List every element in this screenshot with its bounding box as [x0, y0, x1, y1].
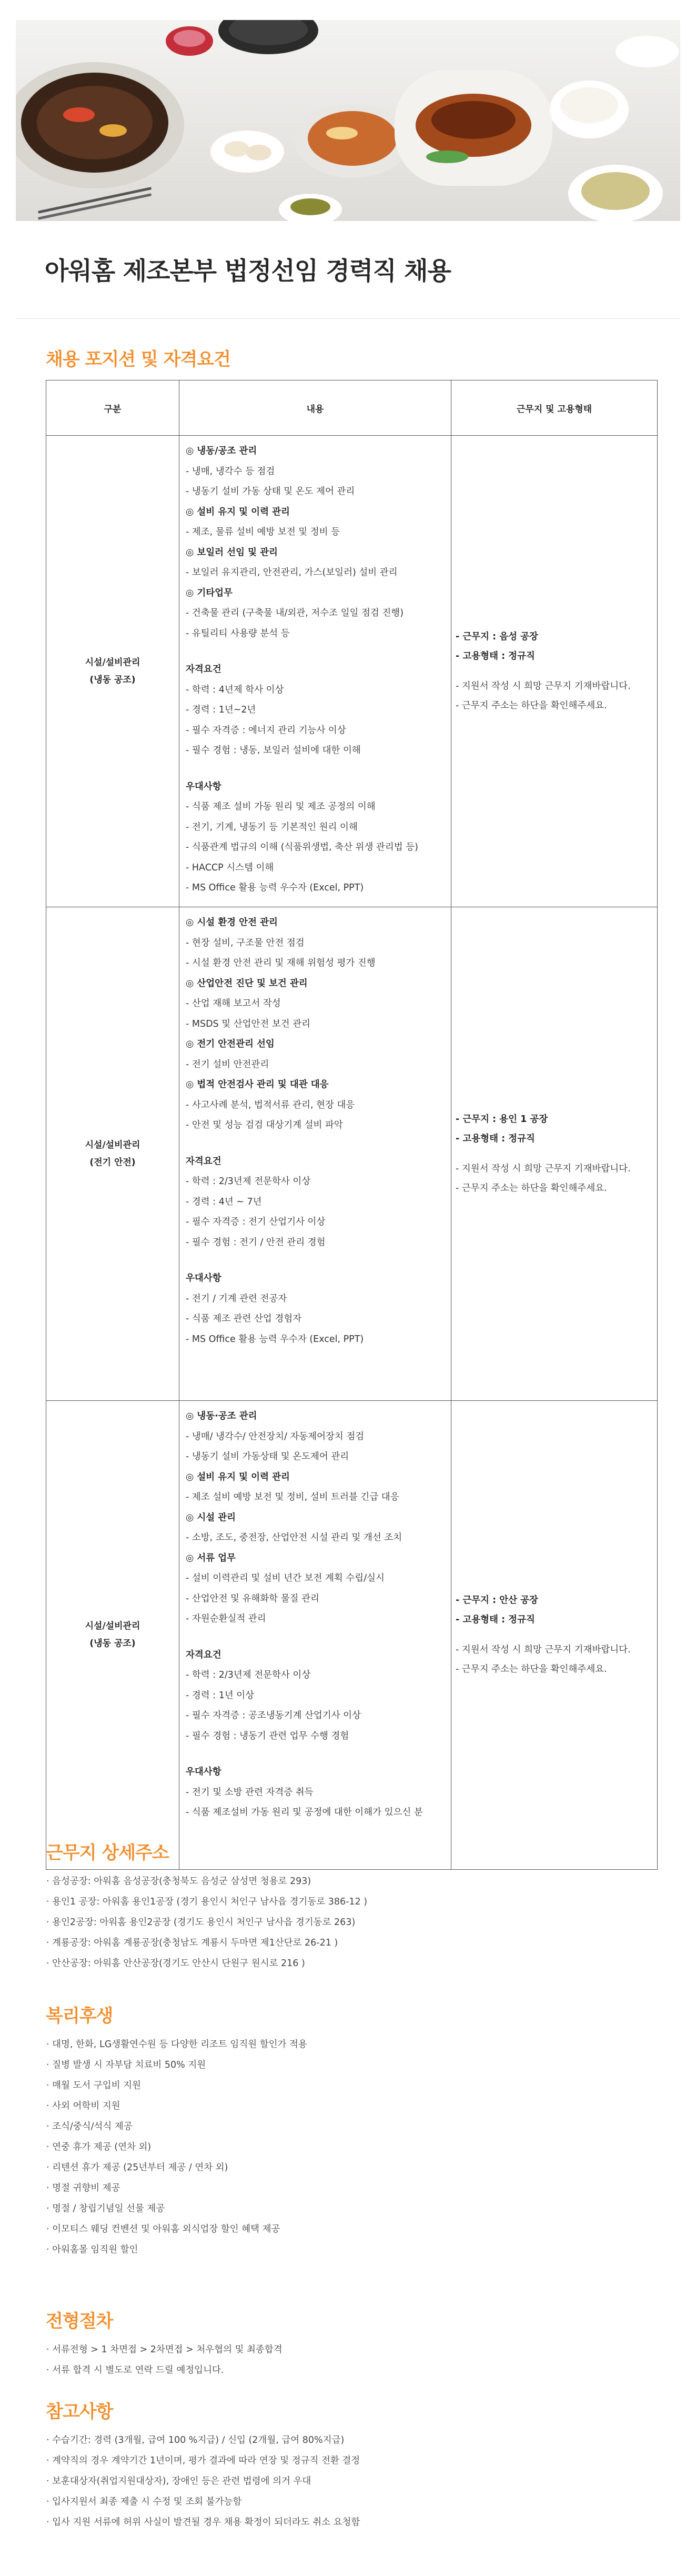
content-subheading: 자격요건: [186, 1649, 221, 1660]
location-note: - 지원서 작성 시 희망 근무지 기재바랍니다.: [456, 1163, 631, 1174]
employment-type-text: - 고용형태 : 정규직: [456, 1615, 535, 1625]
list-item: · 용인2공장: 아워홈 용인2공장 (경기도 용인시 처인구 남사읍 경기동로 263): [46, 1917, 356, 1928]
location-note: - 지원서 작성 시 희망 근무지 기재바랍니다.: [456, 1645, 631, 1655]
content-line: - 학력 : 4년제 학사 이상: [186, 684, 284, 695]
category-cell: [46, 907, 179, 1401]
page-title: 아워홈 제조본부 법정선임 경력직 채용: [45, 257, 451, 286]
address-heading: 근무지 상세주소: [46, 1842, 169, 1863]
list-item: · 서류전형 > 1 차면접 > 2차면접 > 처우협의 및 최종합격: [46, 2344, 283, 2355]
category-line: (냉동 공조): [89, 674, 136, 685]
content-line: - 필수 경험 : 전기 / 안전 관리 경험: [186, 1237, 326, 1248]
content-line: - 보일러 유지관리, 안전관리, 가스(보일러) 설비 관리: [186, 567, 398, 578]
spacer: [186, 1629, 446, 1645]
table-header-row: [46, 380, 658, 436]
list-item: · 연중 휴가 제공 (연차 외): [46, 2142, 152, 2152]
notes-heading: 참고사항: [46, 2401, 113, 2422]
list-item: · 리텐션 휴가 제공 (25년부터 제공 / 연차 외): [46, 2162, 228, 2173]
table-row: [46, 436, 658, 907]
list-item: · 매월 도서 구입비 지원: [46, 2080, 141, 2091]
category-cell: [46, 436, 179, 907]
content-line: - 사고사례 분석, 법적서류 관리, 현장 대응: [186, 1099, 355, 1110]
content-line: - 유틸리티 사용량 분석 등: [186, 628, 290, 639]
location-cell: [451, 1401, 658, 1870]
list-item: · 명절 / 창립기념일 선물 제공: [46, 2203, 165, 2214]
content-line: - 식품 제조 설비 가동 원리 및 제조 공정의 이해: [186, 801, 376, 812]
list-item: · 용인1 공장: 아워홈 용인1공장 (경기 용인시 처인구 남사읍 경기동로 386-12 ): [46, 1897, 368, 1907]
content-subheading: 자격요건: [186, 1156, 221, 1167]
spacer: [186, 1136, 446, 1151]
content-line: - 필수 경험 : 냉동기 관련 업무 수행 경험: [186, 1730, 349, 1741]
content-line: - 식품관계 법규의 이해 (식품위생법, 축산 위생 관리법 등): [186, 842, 418, 853]
content-subheading: ◎ 법적 안전검사 관리 및 대관 대응: [186, 1079, 329, 1090]
category-line: (전기 안전): [89, 1157, 136, 1168]
content-subheading: ◎ 시설 환경 안전 관리: [186, 917, 278, 928]
list-item: · 대명, 한화, LG생활연수원 등 다양한 리조트 임직원 할인가 적용: [46, 2039, 307, 2050]
content-cell: [179, 436, 451, 907]
content-line: - 산업안전 및 유해화학 물질 관리: [186, 1593, 319, 1604]
content-line: - 경력 : 4년 ~ 7년: [186, 1196, 262, 1207]
content-line: - 현장 설비, 구조물 안전 점검: [186, 937, 305, 948]
location-note: - 근무지 주소는 하단을 확인해주세요.: [456, 700, 607, 711]
location-text: - 근무지 : 용인 1 공장: [456, 1114, 548, 1125]
content-subheading: 우대사항: [186, 1767, 221, 1777]
table-row: [46, 907, 658, 1401]
content-subheading: 우대사항: [186, 781, 221, 792]
content-line: - 경력 : 1년 이상: [186, 1690, 255, 1701]
process-list: [46, 2340, 283, 2381]
category-cell: [46, 1401, 179, 1870]
content-line: - 안전 및 성능 검검 대상기계 설비 파악: [186, 1120, 343, 1130]
content-line: - 제조 설비 예방 보전 및 정비, 설비 트러블 긴급 대응: [186, 1492, 399, 1502]
category-line: 시설/설비관리: [85, 657, 140, 668]
content-line: - 냉동기 설비 가동상태 및 온도제어 관리: [186, 1451, 349, 1462]
content-line: - 필수 경험 : 냉동, 보일러 설비에 대한 이해: [186, 745, 361, 756]
content-line: - 소방, 조도, 중전장, 산업안전 시설 관리 및 개선 조치: [186, 1532, 402, 1543]
content-line: - 식품 제조설비 가동 원리 및 공정에 대한 이해가 있으신 분: [186, 1807, 423, 1818]
title-area: [16, 221, 680, 319]
content-subheading: ◎ 냉동/공조 관리: [186, 446, 257, 456]
content-line: - 학력 : 2/3년제 전문학사 이상: [186, 1176, 311, 1187]
spacer: [186, 644, 446, 659]
header-category: 구분: [46, 380, 179, 436]
category-line: 시설/설비관리: [85, 1621, 140, 1631]
content-line: - 산업 재해 보고서 작성: [186, 998, 281, 1009]
content-line: - 식품 제조 관련 산업 경험자: [186, 1314, 302, 1324]
content-line: - 건축물 관리 (구축물 내/외관, 저수조 일일 점검 진행): [186, 608, 404, 618]
content-line: - 설비 이력관리 및 설비 년간 보전 계획 수립/실시: [186, 1573, 385, 1583]
content-line: - 냉동기 설비 가동 상태 및 온도 제어 관리: [186, 486, 355, 497]
header-location-type: 근무지 및 고용형태: [451, 380, 658, 436]
location-text: - 근무지 : 안산 공장: [456, 1595, 538, 1606]
spacer: [186, 761, 446, 777]
welfare-list: [46, 2034, 307, 2260]
content-line: - MSDS 및 산업안전 보건 관리: [186, 1018, 311, 1029]
content-line: - 냉매/ 냉각수/ 안전장치/ 자동제어장치 점검: [186, 1431, 365, 1442]
content-line: - MS Office 활용 능력 우수자 (Excel, PPT): [186, 1334, 364, 1345]
header-content: 내용: [179, 380, 451, 436]
category-line: (냉동 공조): [89, 1638, 136, 1649]
list-item: · 명절 귀향비 제공: [46, 2183, 120, 2193]
content-subheading: ◎ 시설 관리: [186, 1512, 236, 1523]
food-table-illustration: [16, 20, 680, 221]
content-line: - 제조, 물류 설비 예방 보전 및 정비 등: [186, 527, 340, 537]
positions-heading: 채용 포지션 및 자격요건: [46, 349, 230, 370]
content-cell: [179, 907, 451, 1401]
content-line: - 시설 환경 안전 관리 및 재해 위험성 평가 진행: [186, 958, 376, 968]
content-cell: [179, 1401, 451, 1870]
location-cell: [451, 436, 658, 907]
list-item: · 입사 지원 서류에 허위 사실이 발견될 경우 채용 확정이 되더라도 취소 요청함: [46, 2517, 360, 2528]
location-note: - 지원서 작성 시 희망 근무지 기재바랍니다.: [456, 680, 631, 691]
content-line: - 전기, 기계, 냉동기 등 기본적인 원리 이해: [186, 821, 358, 833]
content-line: - MS Office 활용 능력 우수자 (Excel, PPT): [186, 883, 364, 893]
positions-table: [46, 380, 658, 1870]
content-line: - HACCP 시스템 이해: [186, 862, 274, 873]
content-line: - 전기 / 기계 관련 전공자: [186, 1293, 287, 1304]
list-item: · 계룡공장: 아워홈 계룡공장(충청남도 계룡시 두마면 제1산단로 26-21 ): [46, 1938, 338, 1948]
content-subheading: ◎ 기타업무: [186, 587, 233, 598]
content-line: - 경력 : 1년~2년: [186, 705, 256, 715]
list-item: · 수습기간: 경력 (3개월, 급여 100 %지급) / 신입 (2개월, 급여 80%지급): [46, 2435, 345, 2445]
list-item: · 음성공장: 아워홈 음성공장(충청북도 음성군 삼성면 청용로 293): [46, 1876, 311, 1887]
spacer: [186, 1252, 446, 1268]
list-item: · 사외 어학비 지원: [46, 2101, 120, 2111]
address-list: [46, 1871, 367, 1974]
employment-type-text: - 고용형태 : 정규직: [456, 1133, 535, 1144]
list-item: · 안산공장: 아워홈 안산공장(경기도 안산시 단원구 원시로 216 ): [46, 1958, 305, 1969]
list-item: · 이모티스 웨딩 컨벤션 및 아워홈 외식업장 할인 혜택 제공: [46, 2224, 280, 2234]
hero-food-image: [16, 20, 680, 221]
location-note: - 근무지 주소는 하단을 확인해주세요.: [456, 1664, 607, 1675]
notes-list: [46, 2430, 360, 2533]
content-subheading: 자격요건: [186, 664, 221, 675]
content-line: - 냉매, 냉각수 등 점검: [186, 466, 275, 477]
content-subheading: 우대사항: [186, 1273, 221, 1284]
content-subheading: ◎ 설비 유지 및 이력 관리: [186, 506, 290, 517]
category-line: 시설/설비관리: [85, 1139, 140, 1150]
content-line: - 필수 자격증 : 전기 산업기사 이상: [186, 1217, 326, 1227]
list-item: · 서류 합격 시 별도로 연락 드릴 예정입니다.: [46, 2365, 224, 2375]
list-item: · 입사지원서 최종 제출 시 수정 및 조회 불가능함: [46, 2497, 242, 2507]
content-line: - 필수 자격증 : 에너지 관리 기능사 이상: [186, 725, 346, 736]
content-line: - 필수 자격증 : 공조냉동기계 산업기사 이상: [186, 1710, 361, 1721]
list-item: · 질병 발생 시 자부담 치료비 50% 지원: [46, 2060, 206, 2070]
location-text: - 근무지 : 음성 공장: [456, 631, 538, 642]
process-heading: 전형절차: [46, 2311, 113, 2332]
content-subheading: ◎ 서류 업무: [186, 1552, 236, 1563]
content-subheading: ◎ 보일러 선임 및 관리: [186, 547, 278, 558]
content-subheading: ◎ 산업안전 진단 및 보건 관리: [186, 978, 308, 989]
location-note: - 근무지 주소는 하단을 확인해주세요.: [456, 1182, 607, 1194]
content-line: - 자원순환실적 관리: [186, 1613, 266, 1624]
content-subheading: ◎ 설비 유지 및 이력 관리: [186, 1471, 290, 1482]
list-item: · 계약직의 경우 계약기간 1년이며, 평가 결과에 따라 연장 및 정규직 전환 결정: [46, 2455, 360, 2466]
employment-type-text: - 고용형태 : 정규직: [456, 650, 535, 661]
content-line: - 전기 및 소방 관련 자격증 취득: [186, 1787, 314, 1798]
spacer: [186, 1746, 446, 1762]
content-subheading: ◎ 전기 안전관리 선임: [186, 1039, 275, 1049]
content-line: - 전기 설비 안전관리: [186, 1059, 269, 1070]
welfare-heading: 복리후생: [46, 2006, 113, 2027]
list-item: · 조식/중식/석식 제공: [46, 2121, 133, 2132]
location-cell: [451, 907, 658, 1401]
content-line: - 학력 : 2/3년제 전문학사 이상: [186, 1670, 311, 1680]
table-row: [46, 1401, 658, 1870]
list-item: · 아워홈몰 임직원 할인: [46, 2244, 138, 2255]
list-item: · 보훈대상자(취업지원대상자), 장애인 등은 관련 법령에 의거 우대: [46, 2476, 311, 2487]
content-subheading: ◎ 냉동·공조 관리: [186, 1411, 257, 1421]
